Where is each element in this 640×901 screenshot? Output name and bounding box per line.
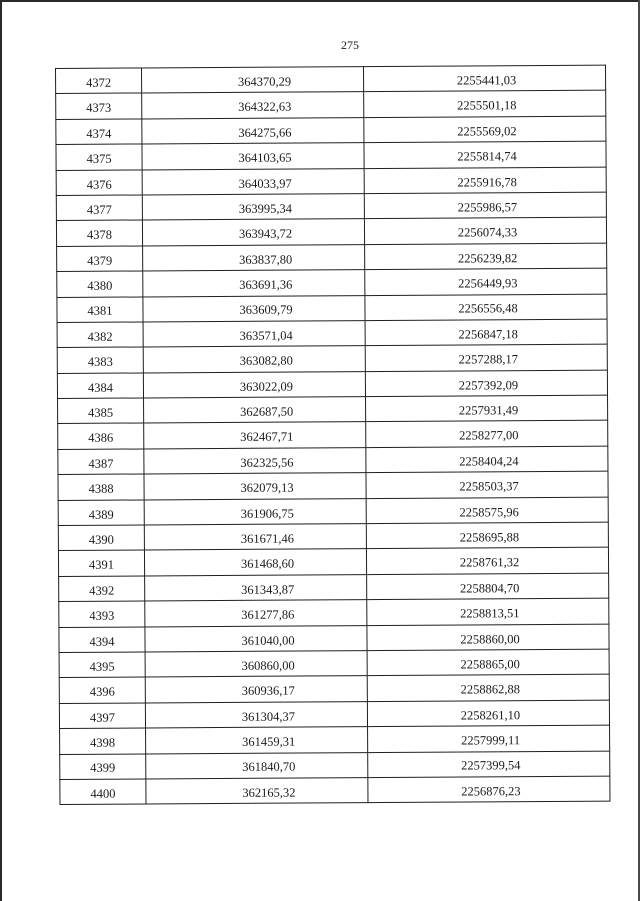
x-coordinate-cell xyxy=(145,600,367,627)
x-coordinate-cell xyxy=(146,727,368,754)
point-number-text: 4378 xyxy=(86,227,113,243)
x-coordinate-text: 361343,87 xyxy=(241,582,295,597)
point-number-cell xyxy=(56,119,142,145)
point-number-cell xyxy=(57,347,143,373)
point-number-cell xyxy=(56,195,142,221)
point-number-text: 4387 xyxy=(88,456,114,471)
table-row xyxy=(59,624,609,653)
y-coordinate-text: 2255501,18 xyxy=(457,98,517,113)
point-number-cell xyxy=(56,93,142,119)
table-row xyxy=(56,192,606,221)
x-coordinate-cell xyxy=(144,549,366,576)
y-coordinate-cell xyxy=(367,700,609,727)
y-coordinate-cell xyxy=(367,675,609,702)
table-row xyxy=(57,319,607,348)
x-coordinate-cell xyxy=(142,194,364,221)
point-number-text: 4397 xyxy=(89,710,116,725)
table-row xyxy=(56,91,606,120)
x-coordinate-text: 362079,13 xyxy=(240,480,294,496)
table-row xyxy=(57,268,607,297)
y-coordinate-cell xyxy=(366,421,608,448)
y-coordinate-text: 2258404,24 xyxy=(459,453,519,469)
point-number-cell xyxy=(59,652,145,678)
y-coordinate-text: 2255916,78 xyxy=(457,174,517,190)
y-coordinate-text: 2258761,32 xyxy=(459,555,520,570)
table-row xyxy=(58,522,608,551)
y-coordinate-text: 2258503,37 xyxy=(459,479,519,494)
table-row xyxy=(56,167,606,196)
y-coordinate-text: 2255569,02 xyxy=(457,123,517,139)
point-number-text: 4393 xyxy=(89,608,115,623)
page-number: 275 xyxy=(341,38,359,52)
x-coordinate-text: 364033,97 xyxy=(238,176,292,191)
x-coordinate-cell xyxy=(145,701,367,728)
x-coordinate-text: 360860,00 xyxy=(241,658,295,673)
point-number-text: 4381 xyxy=(87,304,113,319)
y-coordinate-text: 2258860,00 xyxy=(460,631,520,647)
point-number-text: 4383 xyxy=(87,354,113,370)
y-coordinate-text: 2258862,88 xyxy=(460,682,521,697)
y-coordinate-cell xyxy=(364,91,606,118)
y-coordinate-cell xyxy=(364,217,606,244)
table-row xyxy=(58,548,608,577)
y-coordinate-cell xyxy=(368,725,610,752)
coordinates-table xyxy=(55,65,610,806)
x-coordinate-cell xyxy=(145,651,367,678)
y-coordinate-cell xyxy=(365,268,607,295)
point-number-cell xyxy=(59,703,145,729)
point-number-text: 4400 xyxy=(90,786,116,801)
x-coordinate-cell xyxy=(144,422,366,449)
y-coordinate-text: 2256847,18 xyxy=(458,327,518,342)
table-row xyxy=(59,598,609,627)
point-number-cell xyxy=(60,779,146,805)
point-number-text: 4388 xyxy=(88,481,114,496)
x-coordinate-text: 362325,56 xyxy=(240,455,294,470)
point-number-cell xyxy=(59,627,145,653)
point-number-cell xyxy=(58,423,144,449)
point-number-cell xyxy=(56,170,142,196)
point-number-text: 4375 xyxy=(86,151,112,166)
table-row xyxy=(56,116,606,145)
table-row xyxy=(60,751,610,780)
y-coordinate-cell xyxy=(367,573,609,600)
point-number-text: 4394 xyxy=(89,634,115,649)
x-coordinate-text: 362165,32 xyxy=(242,785,296,800)
y-coordinate-cell xyxy=(368,751,610,778)
point-number-text: 4385 xyxy=(88,405,114,420)
y-coordinate-text: 2257399,54 xyxy=(461,758,521,774)
point-number-text: 4398 xyxy=(90,735,116,750)
point-number-text: 4379 xyxy=(87,253,113,268)
y-coordinate-cell xyxy=(365,243,607,270)
point-number-cell xyxy=(58,500,144,526)
x-coordinate-cell xyxy=(143,371,365,398)
table-row xyxy=(57,294,607,323)
y-coordinate-text: 2258261,10 xyxy=(460,707,521,723)
y-coordinate-cell xyxy=(364,192,606,219)
x-coordinate-text: 363022,09 xyxy=(239,379,294,394)
x-coordinate-cell xyxy=(143,295,365,322)
point-number-cell xyxy=(58,449,144,475)
table-row xyxy=(59,649,609,678)
y-coordinate-cell xyxy=(366,497,608,524)
x-coordinate-cell xyxy=(145,676,367,703)
table-row xyxy=(56,65,606,94)
y-coordinate-text: 2258575,96 xyxy=(459,504,519,520)
point-number-text: 4376 xyxy=(86,177,112,192)
table-row xyxy=(59,573,609,602)
point-number-text: 4384 xyxy=(87,380,113,395)
y-coordinate-cell xyxy=(364,141,606,168)
point-number-text: 4374 xyxy=(86,126,112,141)
point-number-text: 4399 xyxy=(90,761,116,776)
y-coordinate-cell xyxy=(365,319,607,346)
table-row xyxy=(56,217,606,246)
y-coordinate-cell xyxy=(367,598,609,625)
x-coordinate-cell xyxy=(142,117,364,144)
y-coordinate-cell xyxy=(366,446,608,473)
x-coordinate-text: 361304,37 xyxy=(241,709,296,724)
point-number-cell xyxy=(56,144,142,170)
point-number-text: 4382 xyxy=(87,329,113,344)
x-coordinate-cell xyxy=(145,625,367,652)
y-coordinate-cell xyxy=(366,522,608,549)
point-number-cell xyxy=(56,220,142,246)
point-number-cell xyxy=(58,398,144,424)
y-coordinate-cell xyxy=(365,370,607,397)
y-coordinate-text: 2256074,33 xyxy=(457,225,518,240)
x-coordinate-text: 361468,60 xyxy=(240,556,295,572)
x-coordinate-text: 361671,46 xyxy=(240,531,294,546)
y-coordinate-text: 2255986,57 xyxy=(457,200,518,215)
point-number-text: 4386 xyxy=(88,431,114,446)
x-coordinate-text: 363082,80 xyxy=(239,353,293,369)
y-coordinate-cell xyxy=(364,116,606,143)
x-coordinate-text: 363571,04 xyxy=(239,328,293,343)
x-coordinate-text: 364322,63 xyxy=(238,99,292,115)
y-coordinate-cell xyxy=(365,294,607,321)
y-coordinate-cell xyxy=(366,548,608,575)
point-number-cell xyxy=(57,246,143,272)
x-coordinate-cell xyxy=(142,67,364,94)
x-coordinate-text: 363609,79 xyxy=(239,303,293,318)
point-number-text: 4391 xyxy=(88,558,115,573)
y-coordinate-cell xyxy=(367,649,609,676)
point-number-cell xyxy=(58,474,144,500)
x-coordinate-cell xyxy=(144,498,366,525)
x-coordinate-text: 361459,31 xyxy=(242,734,296,749)
x-coordinate-text: 364103,65 xyxy=(238,150,292,165)
point-number-cell xyxy=(59,576,145,602)
y-coordinate-text: 2255814,74 xyxy=(457,149,517,164)
table-row xyxy=(57,344,607,373)
y-coordinate-text: 2255441,03 xyxy=(456,73,517,88)
x-coordinate-cell xyxy=(144,524,366,551)
y-coordinate-cell xyxy=(368,776,610,803)
point-number-text: 4395 xyxy=(89,659,115,674)
y-coordinate-text: 2256449,93 xyxy=(458,276,518,291)
y-coordinate-text: 2257999,11 xyxy=(461,733,521,748)
point-number-cell xyxy=(58,525,144,551)
table-row xyxy=(60,776,610,805)
point-number-cell xyxy=(60,754,146,780)
scan-edge-left xyxy=(0,0,2,901)
x-coordinate-cell xyxy=(143,270,365,297)
x-coordinate-cell xyxy=(145,574,367,601)
x-coordinate-text: 362467,71 xyxy=(240,429,294,445)
x-coordinate-cell xyxy=(142,219,364,246)
x-coordinate-text: 361906,75 xyxy=(240,506,294,521)
table-row xyxy=(58,395,608,424)
table-row xyxy=(58,446,608,475)
point-number-text: 4373 xyxy=(86,100,112,116)
y-coordinate-text: 2257288,17 xyxy=(458,352,519,367)
table-row xyxy=(56,141,606,170)
x-coordinate-text: 363691,36 xyxy=(239,277,293,292)
point-number-text: 4380 xyxy=(87,278,113,293)
table-row xyxy=(57,370,607,399)
x-coordinate-text: 363943,72 xyxy=(238,226,293,242)
y-coordinate-cell xyxy=(366,395,608,422)
y-coordinate-text: 2258695,88 xyxy=(459,530,520,545)
x-coordinate-cell xyxy=(143,346,365,373)
point-number-cell xyxy=(57,296,143,322)
y-coordinate-text: 2258277,00 xyxy=(459,428,519,443)
x-coordinate-text: 363995,34 xyxy=(238,201,292,216)
point-number-cell xyxy=(59,677,145,703)
point-number-cell xyxy=(56,68,142,94)
x-coordinate-text: 361840,70 xyxy=(242,760,296,775)
table-row xyxy=(59,700,609,729)
x-coordinate-cell xyxy=(144,447,366,474)
y-coordinate-text: 2258865,00 xyxy=(460,657,520,672)
y-coordinate-cell xyxy=(367,624,609,651)
point-number-text: 4390 xyxy=(88,532,114,547)
x-coordinate-cell xyxy=(144,473,366,500)
table-row xyxy=(60,725,610,754)
x-coordinate-cell xyxy=(142,168,364,195)
point-number-text: 4389 xyxy=(88,507,114,522)
table-row xyxy=(57,243,607,272)
coordinates-table-body xyxy=(56,65,610,805)
x-coordinate-text: 361040,00 xyxy=(241,633,295,648)
scan-edge-top xyxy=(0,0,640,2)
point-number-text: 4377 xyxy=(86,202,112,217)
x-coordinate-cell xyxy=(143,244,365,271)
point-number-cell xyxy=(57,322,143,348)
point-number-cell xyxy=(59,601,145,627)
x-coordinate-cell xyxy=(143,321,365,348)
y-coordinate-cell xyxy=(365,344,607,371)
x-coordinate-cell xyxy=(142,92,364,119)
point-number-text: 4372 xyxy=(86,75,112,90)
point-number-cell xyxy=(58,550,144,576)
y-coordinate-cell xyxy=(366,471,608,498)
x-coordinate-text: 362687,50 xyxy=(239,404,294,419)
y-coordinate-text: 2258813,51 xyxy=(460,606,520,621)
x-coordinate-text: 363837,80 xyxy=(239,252,293,267)
table-row xyxy=(58,471,608,500)
point-number-text: 4396 xyxy=(89,684,115,700)
y-coordinate-text: 2257392,09 xyxy=(458,377,519,393)
x-coordinate-cell xyxy=(146,778,368,805)
y-coordinate-text: 2256239,82 xyxy=(457,250,518,266)
x-coordinate-text: 361277,86 xyxy=(241,607,295,623)
x-coordinate-text: 364370,29 xyxy=(237,74,292,89)
table-row xyxy=(58,421,608,450)
table-row xyxy=(59,675,609,704)
x-coordinate-text: 364275,66 xyxy=(238,125,292,140)
x-coordinate-cell xyxy=(142,143,364,170)
x-coordinate-text: 360936,17 xyxy=(241,683,295,699)
y-coordinate-cell xyxy=(364,167,606,194)
point-number-cell xyxy=(57,271,143,297)
y-coordinate-text: 2256876,23 xyxy=(461,784,521,799)
point-number-cell xyxy=(60,728,146,754)
y-coordinate-text: 2258804,70 xyxy=(459,580,520,596)
y-coordinate-text: 2257931,49 xyxy=(458,403,519,418)
point-number-text: 4392 xyxy=(89,583,115,598)
table-row xyxy=(58,497,608,526)
x-coordinate-cell xyxy=(144,397,366,424)
point-number-cell xyxy=(57,373,143,399)
y-coordinate-text: 2256556,48 xyxy=(458,301,518,316)
y-coordinate-cell xyxy=(363,65,605,92)
x-coordinate-cell xyxy=(146,752,368,779)
